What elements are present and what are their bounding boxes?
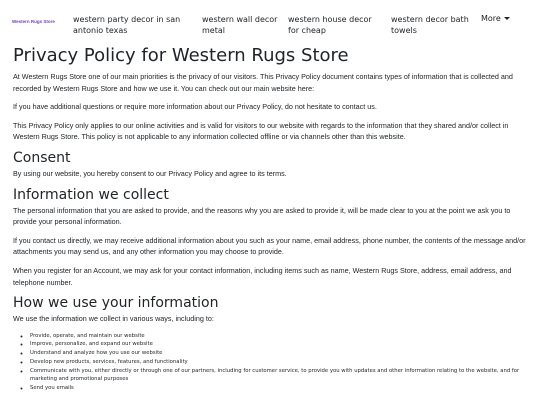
- intro-paragraph: If you have additional questions or require more information about our Privacy Policy, do not hesitate to contact us.: [13, 102, 377, 112]
- top-navbar: [0, 0, 540, 40]
- list-item: ◦ Provide, operate, and maintain our website: [30, 332, 528, 341]
- more-dropdown-label: More: [481, 14, 501, 23]
- collect-heading: Information we collect: [13, 186, 169, 203]
- intro-paragraph: This Privacy Policy only applies to our online activities and is valid for visitors to our website with regards to the information that they shared and/or collect in Western Rugs Store. This policy is not applicable to any information collected offline or via channels other than this website.: [13, 120, 509, 142]
- main-content: [0, 40, 540, 393]
- consent-text: By using our website, you hereby consent to our Privacy Policy and agree to its terms.: [13, 168, 287, 178]
- more-dropdown[interactable]: [481, 14, 510, 23]
- list-item: ◦ Communicate with you, either directly or through one of our partners, including for customer service, to provide you with updates and other information relating to the website, and for marketing and promotional purposes: [30, 367, 528, 384]
- caret-down-icon: [504, 17, 510, 20]
- use-heading: How we use your information: [13, 295, 219, 312]
- use-list: [13, 332, 528, 393]
- list-item: ◦ Understand and analyze how you use our website: [30, 349, 528, 358]
- list-item: ◦ Improve, personalize, and expand our website: [30, 340, 528, 349]
- use-text: We use the information we collect in various ways, including to:: [13, 314, 214, 324]
- nav-link-party-decor[interactable]: western party decor in san antonio texas: [73, 15, 181, 35]
- nav-link-bath-towels[interactable]: western decor bath towels: [391, 15, 469, 35]
- collect-paragraph: If you contact us directly, we may receive additional information about you such as your name, email address, phone number, the contents of the message and/or attachments you may send us, and any other information you may choose to provide.: [13, 235, 526, 257]
- collect-paragraph: When you register for an Account, we may ask for your contact information, including items such as name, Western Rugs Store, address, email address, and telephone number.: [13, 265, 512, 287]
- nav-link-wall-decor[interactable]: western wall decor metal: [202, 15, 278, 35]
- list-item: ◦ Send you emails: [30, 384, 528, 393]
- page-title: Privacy Policy for Western Rugs Store: [13, 45, 349, 66]
- nav-link-house-decor[interactable]: western house decor for cheap: [288, 15, 372, 35]
- collect-paragraph: The personal information that you are asked to provide, and the reasons why you are asked to provide it, will be made clear to you at the point we ask you to provide your personal information.: [13, 205, 511, 227]
- site-logo[interactable]: Western Rugs Store: [12, 19, 55, 24]
- intro-paragraph: At Western Rugs Store one of our main priorities is the privacy of our visitors. This Privacy Policy document contains types of information that is collected and recorded by Western Rugs Store and how we use it. You can check out our main website here:: [13, 72, 513, 93]
- list-item: ◦ Develop new products, services, features, and functionality: [30, 358, 528, 367]
- consent-heading: Consent: [13, 149, 71, 166]
